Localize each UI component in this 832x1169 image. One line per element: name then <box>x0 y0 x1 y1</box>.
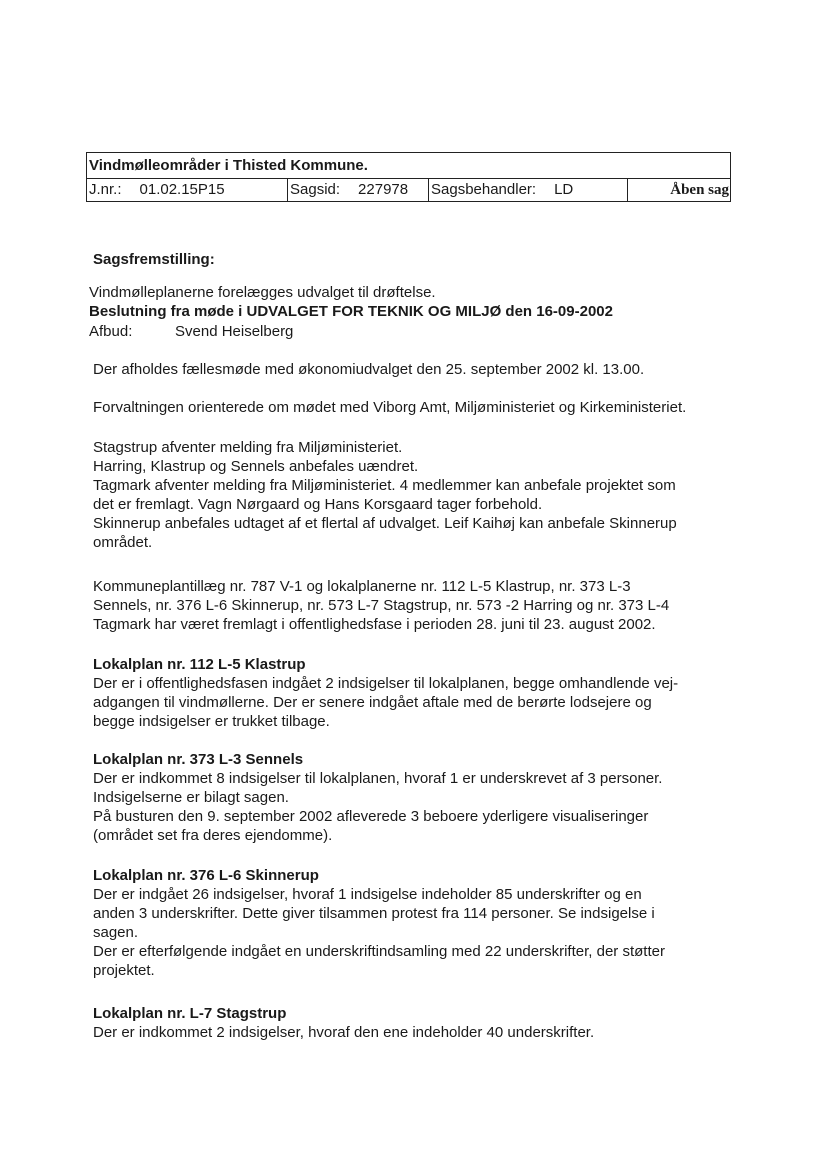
text-line: Sennels, nr. 376 L-6 Skinnerup, nr. 573 L-7 Stagstrup, nr. 573 -2 Harring og nr. 373 L-4 <box>93 597 670 614</box>
text-line: Stagstrup afventer melding fra Miljøministeriet. <box>93 439 403 456</box>
absence-label: Afbud: <box>89 323 133 340</box>
text-line: anden 3 underskrifter. Dette giver tilsammen protest fra 114 personer. Se indsigelse i <box>93 905 655 922</box>
text-line: Kommuneplantillæg nr. 787 V-1 og lokalplanerne nr. 112 L-5 Klastrup, nr. 373 L-3 <box>93 578 631 595</box>
sagsfremstilling-heading: Sagsfremstilling: <box>93 251 215 268</box>
text-line: Der er i offentlighedsfasen indgået 2 indsigelser til lokalplanen, begge omhandlende vej- <box>93 675 679 692</box>
text-line: begge indsigelser er trukket tilbage. <box>93 713 330 730</box>
section-sennels <box>93 750 793 845</box>
case-id-label: Sagsid: <box>290 181 341 198</box>
journal-number-cell <box>87 179 288 201</box>
text-line: sagen. <box>93 924 139 941</box>
intro-text: Vindmølleplanerne forelægges udvalget til drøftelse. <box>89 284 436 301</box>
case-officer-value: LD <box>554 181 574 198</box>
case-status: Åben sag <box>670 182 729 198</box>
text-line: Indsigelserne er bilagt sagen. <box>93 789 289 806</box>
case-header-box <box>86 152 731 202</box>
text-line: området. <box>93 534 153 551</box>
section-heading: Lokalplan nr. 373 L-3 Sennels <box>93 751 304 768</box>
text-line: projektet. <box>93 962 155 979</box>
case-meta-row <box>87 179 730 201</box>
case-id-value: 227978 <box>358 181 409 198</box>
section-heading: Lokalplan nr. L-7 Stagstrup <box>93 1005 287 1022</box>
text-line: Der er indkommet 8 indsigelser til lokalplanen, hvoraf 1 er underskrevet af 3 personer. <box>93 770 663 787</box>
journal-number-value: 01.02.15P15 <box>139 181 225 198</box>
text-line: Tagmark afventer melding fra Miljøministeriet. 4 medlemmer kan anbefale projektet som <box>93 477 676 494</box>
section-klastrup <box>93 655 793 731</box>
journal-number-label: J.nr.: <box>89 181 122 198</box>
case-id-cell <box>288 179 429 201</box>
text-line: Der er indgået 26 indsigelser, hvoraf 1 indsigelse indeholder 85 underskrifter og en <box>93 886 642 903</box>
section-heading: Lokalplan nr. 376 L-6 Skinnerup <box>93 867 319 884</box>
section-heading: Lokalplan nr. 112 L-5 Klastrup <box>93 656 306 673</box>
text-line: (området set fra deres ejendomme). <box>93 827 333 844</box>
case-officer-cell <box>429 179 628 201</box>
text-line: Skinnerup anbefales udtaget af et flertal af udvalget. Leif Kaihøj kan anbefale Skinnerup <box>93 515 677 532</box>
text-line: Der er indkommet 2 indsigelser, hvoraf den ene indeholder 40 underskrifter. <box>93 1024 595 1041</box>
section-stagstrup <box>93 1004 793 1042</box>
text-line: adgangen til vindmøllerne. Der er senere indgået aftale med de berørte lodsejere og <box>93 694 652 711</box>
case-officer-label: Sagsbehandler: <box>431 181 537 198</box>
paragraph-recommendations <box>93 438 793 552</box>
paragraph-administration: Forvaltningen orienterede om mødet med Viborg Amt, Miljøministeriet og Kirkeministeriet. <box>93 399 687 416</box>
text-line: det er fremlagt. Vagn Nørgaard og Hans Korsgaard tager forbehold. <box>93 496 543 513</box>
absence-line <box>89 322 789 341</box>
text-line: Harring, Klastrup og Sennels anbefales uændret. <box>93 458 419 475</box>
text-line: Der er efterfølgende indgået en underskriftindsamling med 22 underskrifter, der støtter <box>93 943 665 960</box>
decision-heading: Beslutning fra møde i UDVALGET FOR TEKNIK OG MILJØ den 16-09-2002 <box>89 303 613 320</box>
section-skinnerup <box>93 866 793 980</box>
paragraph-plan-supplement <box>93 577 793 634</box>
absence-value: Svend Heiselberg <box>175 323 294 340</box>
paragraph-joint-meeting: Der afholdes fællesmøde med økonomiudvalget den 25. september 2002 kl. 13.00. <box>93 361 645 378</box>
text-line: Tagmark har været fremlagt i offentlighedsfase i perioden 28. juni til 23. august 2002. <box>93 616 656 633</box>
case-title: Vindmølleområder i Thisted Kommune. <box>87 153 730 179</box>
text-line: På busturen den 9. september 2002 afleverede 3 beboere yderligere visualiseringer <box>93 808 649 825</box>
